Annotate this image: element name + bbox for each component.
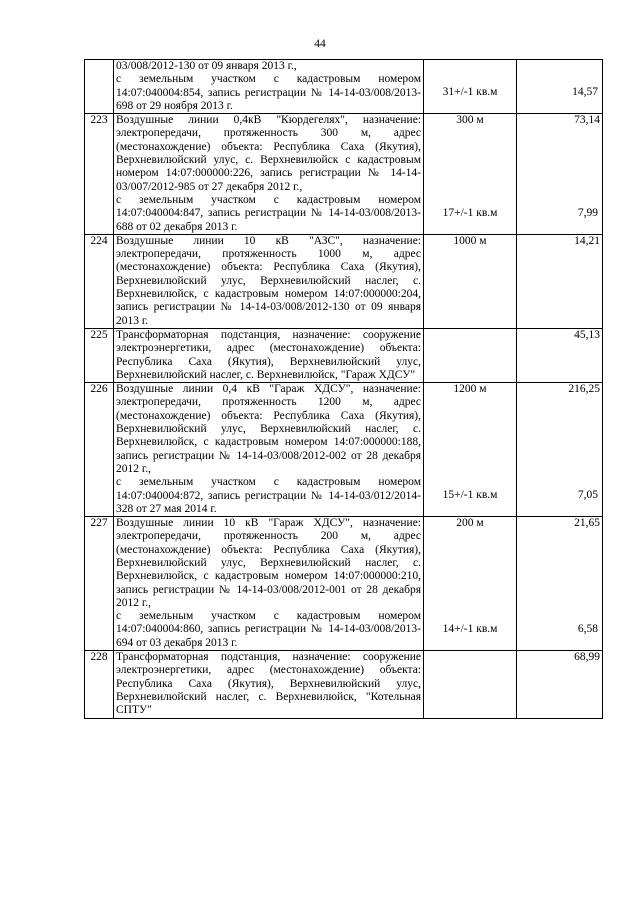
- object-value: [517, 328, 603, 382]
- object-size: [424, 517, 517, 651]
- row-number: 228: [85, 651, 114, 718]
- value-land-plot: 14,57: [572, 85, 598, 98]
- size-land-plot: 31+/-1 кв.м: [442, 85, 498, 98]
- size-land-plot: 15+/-1 кв.м: [442, 488, 498, 501]
- table-row: [85, 651, 603, 718]
- object-description: [114, 234, 424, 328]
- value-main: 216,25: [568, 383, 600, 396]
- description-main: Трансформаторная подстанция, назначение: сооружение электроэнергетики, адрес (местонахождение) объекта: Республика Саха (Якутия), Верхневилюйский улус, Верхневилюйский наслег, с. Верхневилюйск, "Котельная СПТУ": [116, 651, 421, 717]
- size-main: 200 м: [456, 517, 484, 530]
- size-land-plot: 14+/-1 кв.м: [442, 622, 498, 635]
- object-value: [517, 383, 603, 517]
- object-description: [114, 517, 424, 651]
- description-main: 03/008/2012-130 от 09 января 2013 г.,: [116, 60, 297, 72]
- object-size: [424, 60, 517, 114]
- object-value: [517, 651, 603, 718]
- description-main: Трансформаторная подстанция, назначение: сооружение электроэнергетики, адрес (местонахождение) объекта: Республика Саха (Якутия), Верхневилюйский улус, Верхневилюйский наслег, с. Верхневилюйск, "Гараж ХДСУ": [116, 328, 421, 381]
- description-land-plot: с земельным участком с кадастровым номером 14:07:040004:854, запись регистрации № 14-14-03/008/2013-698 от 29 ноября 2013 г.: [116, 73, 421, 112]
- size-main: 300 м: [456, 114, 484, 127]
- size-main: 1200 м: [453, 383, 487, 396]
- description-main: Воздушные линии 10 кВ "Гараж ХДСУ", назначение: электропередачи, протяженность 200 м, адрес (местонахождение) объекта: Республика Саха (Якутия), Верхневилюйский улус, Верхневилюйский наслег, с. Верхневилюйск, с кадастровым номером 14:07:000000:210, запись регистрации № 14-14-03/008/2012-001 от 28 декабря 2012 г.,: [116, 517, 421, 609]
- object-value: [517, 114, 603, 235]
- table-row: [85, 383, 603, 517]
- table-row: [85, 114, 603, 235]
- object-size: [424, 234, 517, 328]
- table-row: [85, 234, 603, 328]
- object-size: [424, 114, 517, 235]
- object-size: [424, 651, 517, 718]
- row-number: 224: [85, 234, 114, 328]
- size-main: 1000 м: [453, 234, 487, 247]
- size-land-plot: 17+/-1 кв.м: [442, 206, 498, 219]
- row-number: 225: [85, 328, 114, 382]
- object-description: [114, 651, 424, 718]
- value-land-plot: 7,99: [577, 206, 598, 219]
- row-number: 227: [85, 517, 114, 651]
- table-row: [85, 517, 603, 651]
- description-land-plot: с земельным участком с кадастровым номером 14:07:040004:847, запись регистрации № 14-14-03/008/2013-688 от 02 декабря 2013 г.: [116, 193, 421, 233]
- object-size: [424, 328, 517, 382]
- value-main: 68,99: [574, 651, 600, 664]
- object-description: [114, 328, 424, 382]
- object-size: [424, 383, 517, 517]
- value-main: 45,13: [574, 328, 600, 341]
- description-main: Воздушные линии 10 кВ "АЗС", назначение: электропередачи, протяженность 1000 м, адрес (местонахождение) объекта: Республика Саха (Якутия), Верхневилюйский улус, Верхневилюйский наслег, с. Верхневилюйск, с кадастровым номером 14:07:000000:204, запись регистрации № 14-14-03/008/2012-130 от 09 января 2013 г.: [116, 234, 421, 327]
- property-register-table: [84, 59, 603, 719]
- description-main: Воздушные линии 0,4 кВ "Гараж ХДСУ", назначение: электропередачи, протяженность 1200 м, адрес (местонахождение) объекта: Республика Саха (Якутия), Верхневилюйский улус, Верхневилюйский наслег, с. Верхневилюйск, с кадастровым номером 14:07:000000:188, запись регистрации № 14-14-03/008/2012-002 от 28 декабря 2012 г.,: [116, 383, 421, 475]
- object-description: [114, 383, 424, 517]
- object-value: [517, 517, 603, 651]
- description-main: Воздушные линии 0,4кВ "Кюрдегелях", назначение: электропередачи, протяженность 300 м, адрес (местонахождение) объекта: Республика Саха (Якутия), Верхневилюйский улус, с. Верхневилюйск с кадастровым номером 14:07:000000:226, запись регистрации № 14-14-03/007/2012-985 от 27 декабря 2012 г.,: [116, 114, 421, 193]
- object-value: [517, 234, 603, 328]
- table-body: [85, 60, 603, 719]
- object-value: [517, 60, 603, 114]
- description-land-plot: с земельным участком с кадастровым номером 14:07:040004:872, запись регистрации № 14-14-03/012/2014-328 от 27 мая 2014 г.: [116, 476, 421, 515]
- table-row: [85, 60, 603, 114]
- value-main: 21,65: [574, 517, 600, 530]
- object-description: [114, 114, 424, 235]
- table-row: [85, 328, 603, 382]
- page-number: 44: [314, 38, 326, 50]
- row-number: [85, 60, 114, 114]
- description-land-plot: с земельным участком с кадастровым номером 14:07:040004:860, запись регистрации № 14-14-03/008/2013-694 от 03 декабря 2013 г.: [116, 610, 421, 649]
- row-number: 226: [85, 383, 114, 517]
- row-number: 223: [85, 114, 114, 235]
- value-land-plot: 7,05: [577, 488, 598, 501]
- value-main: 14,21: [574, 234, 600, 247]
- object-description: [114, 60, 424, 114]
- value-land-plot: 6,58: [577, 622, 598, 635]
- value-main: 73,14: [574, 114, 600, 127]
